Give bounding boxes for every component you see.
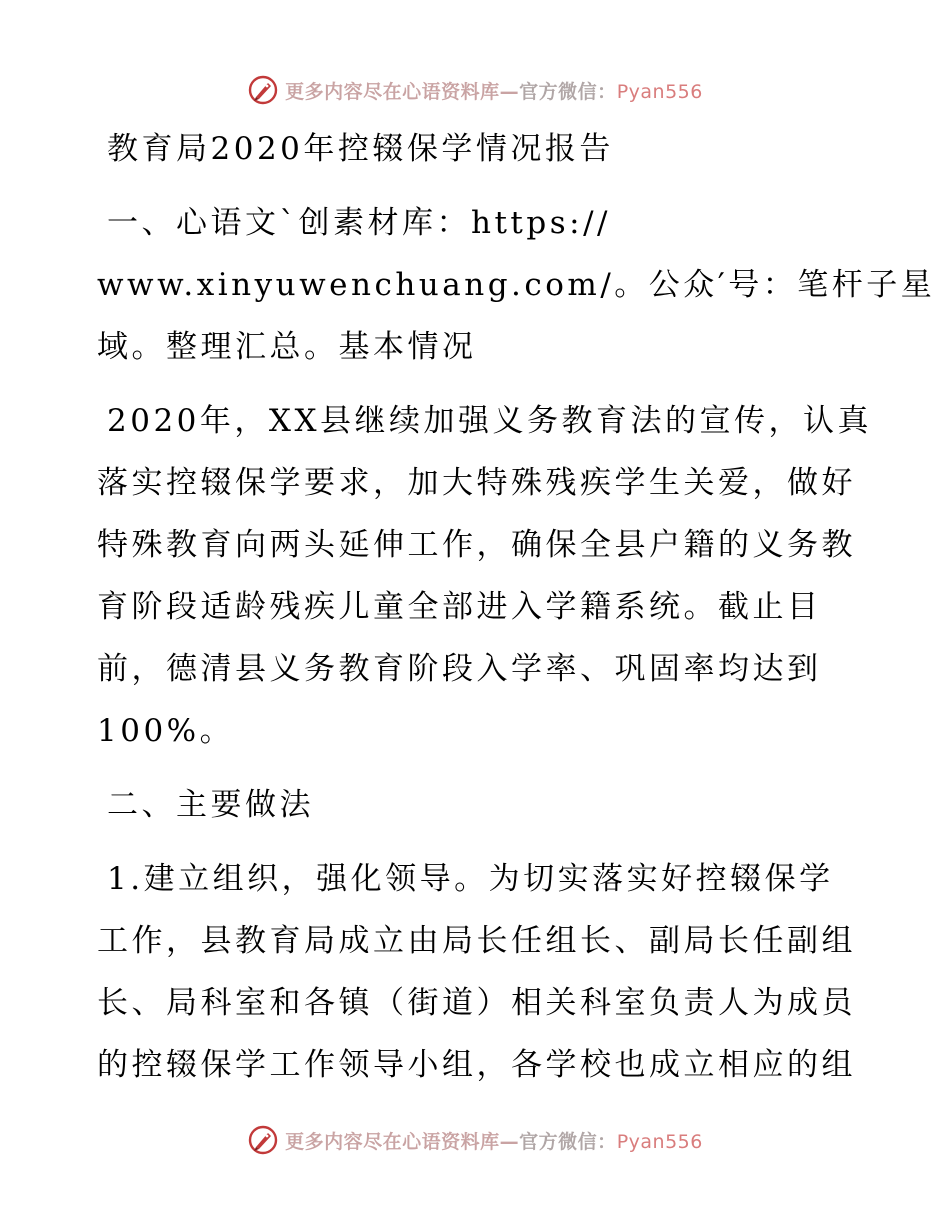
text-line: 域。整理汇总。基本情况 bbox=[97, 329, 477, 365]
text-line: www.xinyuwenchuang.com/。公众′号：笔杆子星 bbox=[97, 267, 936, 303]
text-line: 育阶段适龄残疾儿童全部进入学籍系统。截止目 bbox=[97, 589, 822, 625]
section-2-heading: 二、主要做法 bbox=[107, 787, 314, 823]
paragraph-2 bbox=[97, 848, 857, 1096]
banner-wechat-label: 官方微信： bbox=[519, 1130, 617, 1153]
banner-main-text: 更多内容尽在心语资料库 bbox=[285, 80, 500, 103]
banner-text bbox=[285, 77, 703, 104]
document-title: 教育局2020年控辍保学情况报告 bbox=[107, 131, 614, 167]
banner-wechat-id: Pyan556 bbox=[616, 1130, 703, 1153]
pen-nib-logo-icon bbox=[247, 74, 279, 106]
header-banner bbox=[0, 70, 950, 110]
paragraph-1 bbox=[97, 390, 873, 762]
footer-banner bbox=[0, 1120, 950, 1160]
banner-text bbox=[285, 1127, 703, 1154]
spacer bbox=[97, 762, 857, 774]
text-line: 特殊教育向两头延伸工作，确保全县户籍的义务教 bbox=[97, 527, 856, 563]
spacer bbox=[97, 180, 857, 192]
text-line: 2020年，XX县继续加强义务教育法的宣传，认真 bbox=[107, 403, 873, 439]
spacer bbox=[97, 836, 857, 848]
text-line: 落实控辍保学要求，加大特殊残疾学生关爱，做好 bbox=[97, 465, 856, 501]
document-body bbox=[97, 118, 936, 1096]
text-line: 工作，县教育局成立由局长任组长、副局长任副组 bbox=[97, 923, 856, 959]
section-1 bbox=[97, 192, 936, 378]
text-line: 前，德清县义务教育阶段入学率、巩固率均达到 bbox=[97, 651, 822, 687]
spacer bbox=[97, 378, 857, 390]
banner-wechat-label: 官方微信： bbox=[519, 80, 617, 103]
text-line: 一、心语文`创素材库：https:// bbox=[107, 205, 611, 241]
text-line: 100%。 bbox=[97, 713, 235, 749]
text-line: 的控辍保学工作领导小组，各学校也成立相应的组 bbox=[97, 1047, 856, 1083]
banner-main-text: 更多内容尽在心语资料库 bbox=[285, 1130, 500, 1153]
text-line: 1.建立组织，强化领导。为切实落实好控辍保学 bbox=[107, 861, 834, 897]
banner-dash: — bbox=[499, 1130, 520, 1153]
banner-wechat-id: Pyan556 bbox=[616, 80, 703, 103]
banner-dash: — bbox=[499, 80, 520, 103]
pen-nib-logo-icon bbox=[247, 1124, 279, 1156]
text-line: 长、局科室和各镇（街道）相关科室负责人为成员 bbox=[97, 985, 856, 1021]
